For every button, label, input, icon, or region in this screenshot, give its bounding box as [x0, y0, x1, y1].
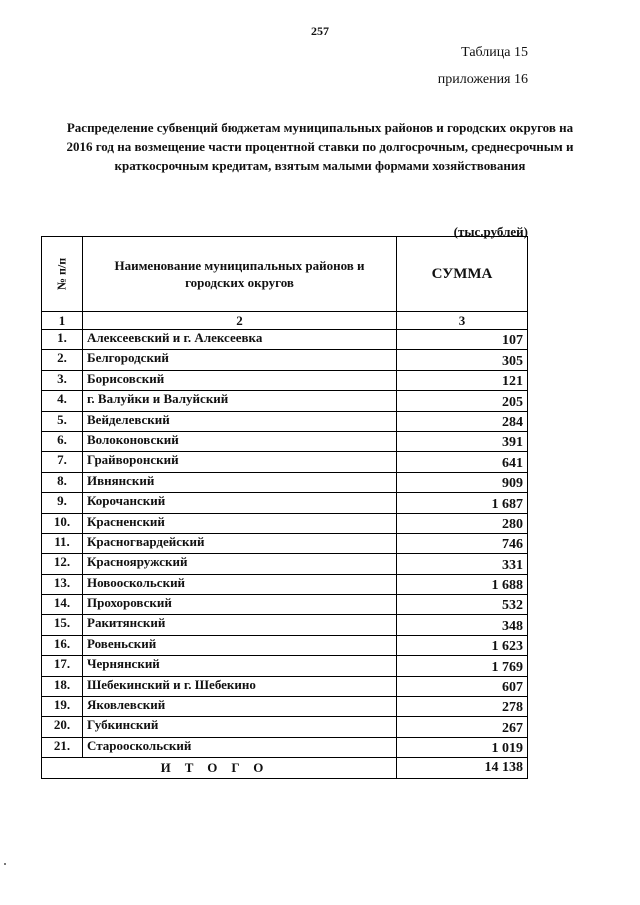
table-row	[42, 697, 528, 717]
row-name: Корочанский	[83, 493, 397, 513]
table-row	[42, 370, 528, 390]
margin-mark	[4, 863, 6, 865]
row-name: Красненский	[83, 513, 397, 533]
table-row	[42, 615, 528, 635]
row-number: 5.	[42, 411, 83, 431]
row-sum: 331	[397, 554, 528, 574]
row-sum: 746	[397, 533, 528, 553]
row-number: 19.	[42, 697, 83, 717]
row-name: Губкинский	[83, 717, 397, 737]
table-row	[42, 431, 528, 451]
row-number: 10.	[42, 513, 83, 533]
row-sum: 284	[397, 411, 528, 431]
table-row	[42, 554, 528, 574]
table-row	[42, 330, 528, 350]
row-sum: 121	[397, 370, 528, 390]
row-number: 21.	[42, 737, 83, 757]
row-number: 20.	[42, 717, 83, 737]
table-row	[42, 533, 528, 553]
row-number: 14.	[42, 595, 83, 615]
row-sum: 641	[397, 452, 528, 472]
row-sum: 348	[397, 615, 528, 635]
row-name: Вейделевский	[83, 411, 397, 431]
row-number: 16.	[42, 635, 83, 655]
row-number: 4.	[42, 391, 83, 411]
row-number: 12.	[42, 554, 83, 574]
table-row	[42, 635, 528, 655]
row-sum: 391	[397, 431, 528, 451]
row-name: Белгородский	[83, 350, 397, 370]
row-sum: 267	[397, 717, 528, 737]
table-row	[42, 411, 528, 431]
row-number: 3.	[42, 370, 83, 390]
row-number: 11.	[42, 533, 83, 553]
table-row	[42, 737, 528, 757]
column-index-1: 1	[42, 312, 83, 330]
header-num: № п/п	[54, 257, 69, 291]
row-number: 1.	[42, 330, 83, 350]
column-index-2: 2	[83, 312, 397, 330]
column-index-row	[42, 312, 528, 330]
table-row	[42, 513, 528, 533]
table-row	[42, 472, 528, 492]
row-name: Краснояружский	[83, 554, 397, 574]
header-name: Наименование муниципальных районов и городских округов	[83, 237, 397, 312]
header-row	[42, 237, 528, 312]
header-num-cell	[42, 237, 83, 312]
row-sum: 1 019	[397, 737, 528, 757]
table-row	[42, 595, 528, 615]
row-sum: 107	[397, 330, 528, 350]
row-number: 9.	[42, 493, 83, 513]
table-row	[42, 574, 528, 594]
header-sum: СУММА	[397, 237, 528, 312]
row-number: 15.	[42, 615, 83, 635]
row-name: Алексеевский и г. Алексеевка	[83, 330, 397, 350]
row-sum: 532	[397, 595, 528, 615]
row-name: г. Валуйки и Валуйский	[83, 391, 397, 411]
row-name: Новооскольский	[83, 574, 397, 594]
table-row	[42, 656, 528, 676]
total-sum: 14 138	[397, 758, 528, 779]
page-number: 257	[311, 24, 329, 38]
table-row	[42, 452, 528, 472]
row-name: Ивнянский	[83, 472, 397, 492]
row-name: Прохоровский	[83, 595, 397, 615]
table-row	[42, 493, 528, 513]
row-name: Ракитянский	[83, 615, 397, 635]
table-body	[42, 330, 528, 758]
row-sum: 278	[397, 697, 528, 717]
row-sum: 280	[397, 513, 528, 533]
appendix-reference: приложения 16	[437, 72, 528, 87]
table-row	[42, 717, 528, 737]
row-name: Ровеньский	[83, 635, 397, 655]
row-sum: 1 687	[397, 493, 528, 513]
document-title: Распределение субвенций бюджетам муниципальных районов и городских округов на 2016 год на возмещение части процентной ставки по долгосрочным, среднесрочным и краткосрочным кредитам, взятым малыми формами хозяйствования	[66, 120, 574, 173]
row-name: Чернянский	[83, 656, 397, 676]
row-number: 18.	[42, 676, 83, 696]
row-number: 6.	[42, 431, 83, 451]
row-name: Старооскольский	[83, 737, 397, 757]
row-name: Шебекинский и г. Шебекино	[83, 676, 397, 696]
row-name: Красногвардейский	[83, 533, 397, 553]
row-sum: 1 688	[397, 574, 528, 594]
row-sum: 1 769	[397, 656, 528, 676]
row-sum: 607	[397, 676, 528, 696]
table-row	[42, 391, 528, 411]
row-number: 17.	[42, 656, 83, 676]
row-sum: 909	[397, 472, 528, 492]
subsidy-table	[41, 236, 528, 779]
row-sum: 305	[397, 350, 528, 370]
table-row	[42, 350, 528, 370]
row-name: Борисовский	[83, 370, 397, 390]
unit-label: (тыс.рублей)	[453, 224, 528, 239]
column-index-3: 3	[397, 312, 528, 330]
row-sum: 1 623	[397, 635, 528, 655]
table-row	[42, 676, 528, 696]
row-number: 13.	[42, 574, 83, 594]
row-number: 7.	[42, 452, 83, 472]
table-reference: Таблица 15	[461, 45, 528, 60]
row-name: Яковлевский	[83, 697, 397, 717]
row-sum: 205	[397, 391, 528, 411]
total-row	[42, 758, 528, 779]
row-name: Грайворонский	[83, 452, 397, 472]
row-name: Волоконовский	[83, 431, 397, 451]
row-number: 2.	[42, 350, 83, 370]
total-label: ИТОГО	[42, 758, 397, 779]
row-number: 8.	[42, 472, 83, 492]
